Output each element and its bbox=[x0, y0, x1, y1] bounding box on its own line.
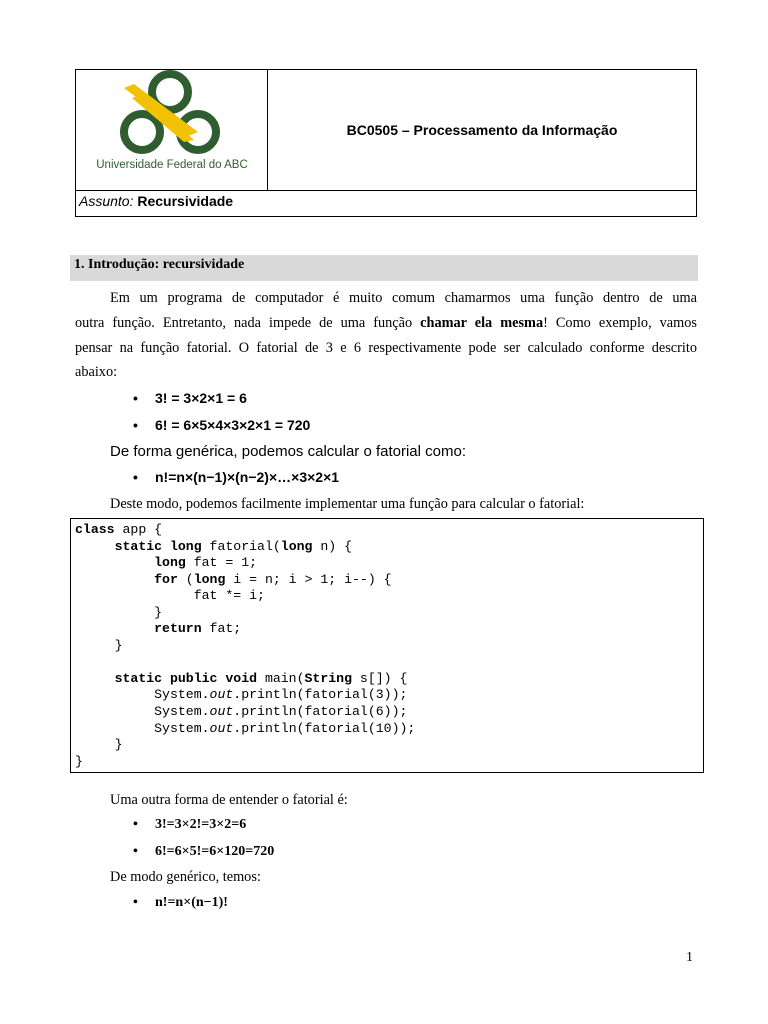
bullet-item: • n!=n×(n−1)! bbox=[133, 895, 228, 910]
bullet-text: 3! = 3×2×1 = 6 bbox=[155, 390, 247, 406]
bullet-item: • 3!=3×2!=3×2=6 bbox=[133, 817, 247, 832]
section-heading: 1. Introdução: recursividade bbox=[70, 255, 698, 281]
subject-label: Assunto: bbox=[79, 193, 134, 209]
intro-line-3 bbox=[75, 336, 697, 361]
title-cell bbox=[268, 70, 696, 190]
logo-cell bbox=[76, 70, 268, 190]
code-block bbox=[70, 518, 704, 773]
bullet-text: n!=n×(n−1)×(n−2)×…×3×2×1 bbox=[155, 469, 340, 485]
subject-row bbox=[76, 190, 696, 216]
intro-text-2c: ! Como exemplo, vamos bbox=[543, 315, 697, 331]
bullet-text: 6! = 6×5×4×3×2×1 = 720 bbox=[155, 417, 311, 433]
course-title: BC0505 – Processamento da Informação bbox=[346, 122, 618, 138]
header-table bbox=[75, 69, 697, 217]
bullet-text: n!=n×(n−1)! bbox=[155, 895, 228, 910]
code-text: class app { static long fatorial(long n) { long fat = 1; for (long i = n; i > 1; i--) { fat *= i; } return fat; } static public void main(String s[]) { System.out.println(fatorial(3)); System.out.println(fatorial(6)); System.out.println(fatorial(10)); } } bbox=[75, 522, 416, 769]
intro-line-4 bbox=[75, 360, 697, 385]
bullet-item: • n!=n×(n−1)×(n−2)×…×3×2×1 bbox=[133, 469, 340, 485]
intro-text-4: abaixo: bbox=[75, 364, 118, 380]
bullet-text: 3!=3×2!=3×2=6 bbox=[155, 817, 247, 832]
bullet-item: • 6! = 6×5×4×3×2×1 = 720 bbox=[133, 417, 311, 433]
logo-caption: Universidade Federal do ABC bbox=[96, 159, 248, 171]
generic-text: De forma genérica, podemos calcular o fatorial como: bbox=[110, 443, 467, 460]
other-text: Uma outra forma de entender o fatorial é: bbox=[110, 792, 348, 808]
intro-text-2b: chamar ela mesma bbox=[420, 315, 544, 331]
bullet-item: • 3! = 3×2×1 = 6 bbox=[133, 390, 247, 406]
intro-text-2a: outra função. Entretanto, nada impede de uma função bbox=[75, 315, 421, 331]
intro-line-2 bbox=[75, 311, 697, 336]
subject-value: Recursividade bbox=[137, 193, 234, 209]
page-number: 1 bbox=[686, 950, 693, 965]
intro-line-1 bbox=[75, 286, 697, 311]
generic2-text: De modo genérico, temos: bbox=[110, 869, 261, 885]
bullet-text: 6!=6×5!=6×120=720 bbox=[155, 844, 275, 859]
intro-text-3: pensar na função fatorial. O fatorial de 3 e 6 respectivamente pode ser calculado conforme descrito bbox=[75, 340, 697, 356]
intro-text-1: Em um programa de computador é muito comum chamarmos uma função dentro de uma bbox=[110, 290, 697, 306]
impl-text: Deste modo, podemos facilmente implementar uma função para calcular o fatorial: bbox=[110, 496, 585, 512]
bullet-item: • 6!=6×5!=6×120=720 bbox=[133, 844, 275, 859]
ufabc-logo bbox=[76, 70, 268, 170]
